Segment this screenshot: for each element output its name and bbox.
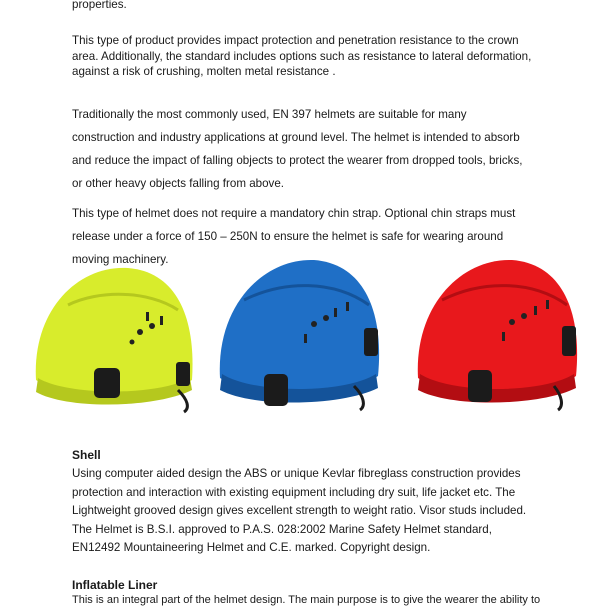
shell-heading: Shell <box>72 448 101 462</box>
red-helmet-image <box>412 250 582 420</box>
blue-helmet-image <box>214 250 384 420</box>
intro-fragment: properties. <box>72 0 127 11</box>
yellow-helmet-image <box>28 250 198 420</box>
inflatable-liner-paragraph: This is an integral part of the helmet design. The main purpose is to give the wearer the ability to <box>72 594 541 606</box>
inflatable-liner-heading: Inflatable Liner <box>72 578 158 592</box>
traditional-use-paragraph: Traditionally the most commonly used, EN 397 helmets are suitable for many construction and industry applications at ground level. The helmet is intended to absorb and reduce the impact of falling objects to protect the wearer from dropped tools, bricks, or other heavy objects falling from above. <box>72 108 523 190</box>
crown-protection-paragraph: This type of product provides impact protection and penetration resistance to the crown area. Additionally, the standard includes options such as resistance to lateral deformation, against a risk of crushing, molten metal resistance . <box>72 34 532 78</box>
chin-strap-paragraph: This type of helmet does not require a mandatory chin strap. Optional chin straps must release under a force of 150 – 250N to ensure the helmet is safe for wearing around moving machinery. <box>72 207 516 266</box>
helmet-images-row <box>0 250 600 420</box>
shell-paragraph: Using computer aided design the ABS or unique Kevlar fibreglass construction provides protection and interaction with existing equipment including dry suit, life jacket etc. The Lightweight grooved design gives excellent strength to weight ratio. Visor studs included. The Helmet is B.S.I. approved to P.A.S. 028:2002 Marine Safety Helmet standard, EN12492 Mountaineering Helmet and C.E. marked. Copyright design. <box>72 467 527 554</box>
